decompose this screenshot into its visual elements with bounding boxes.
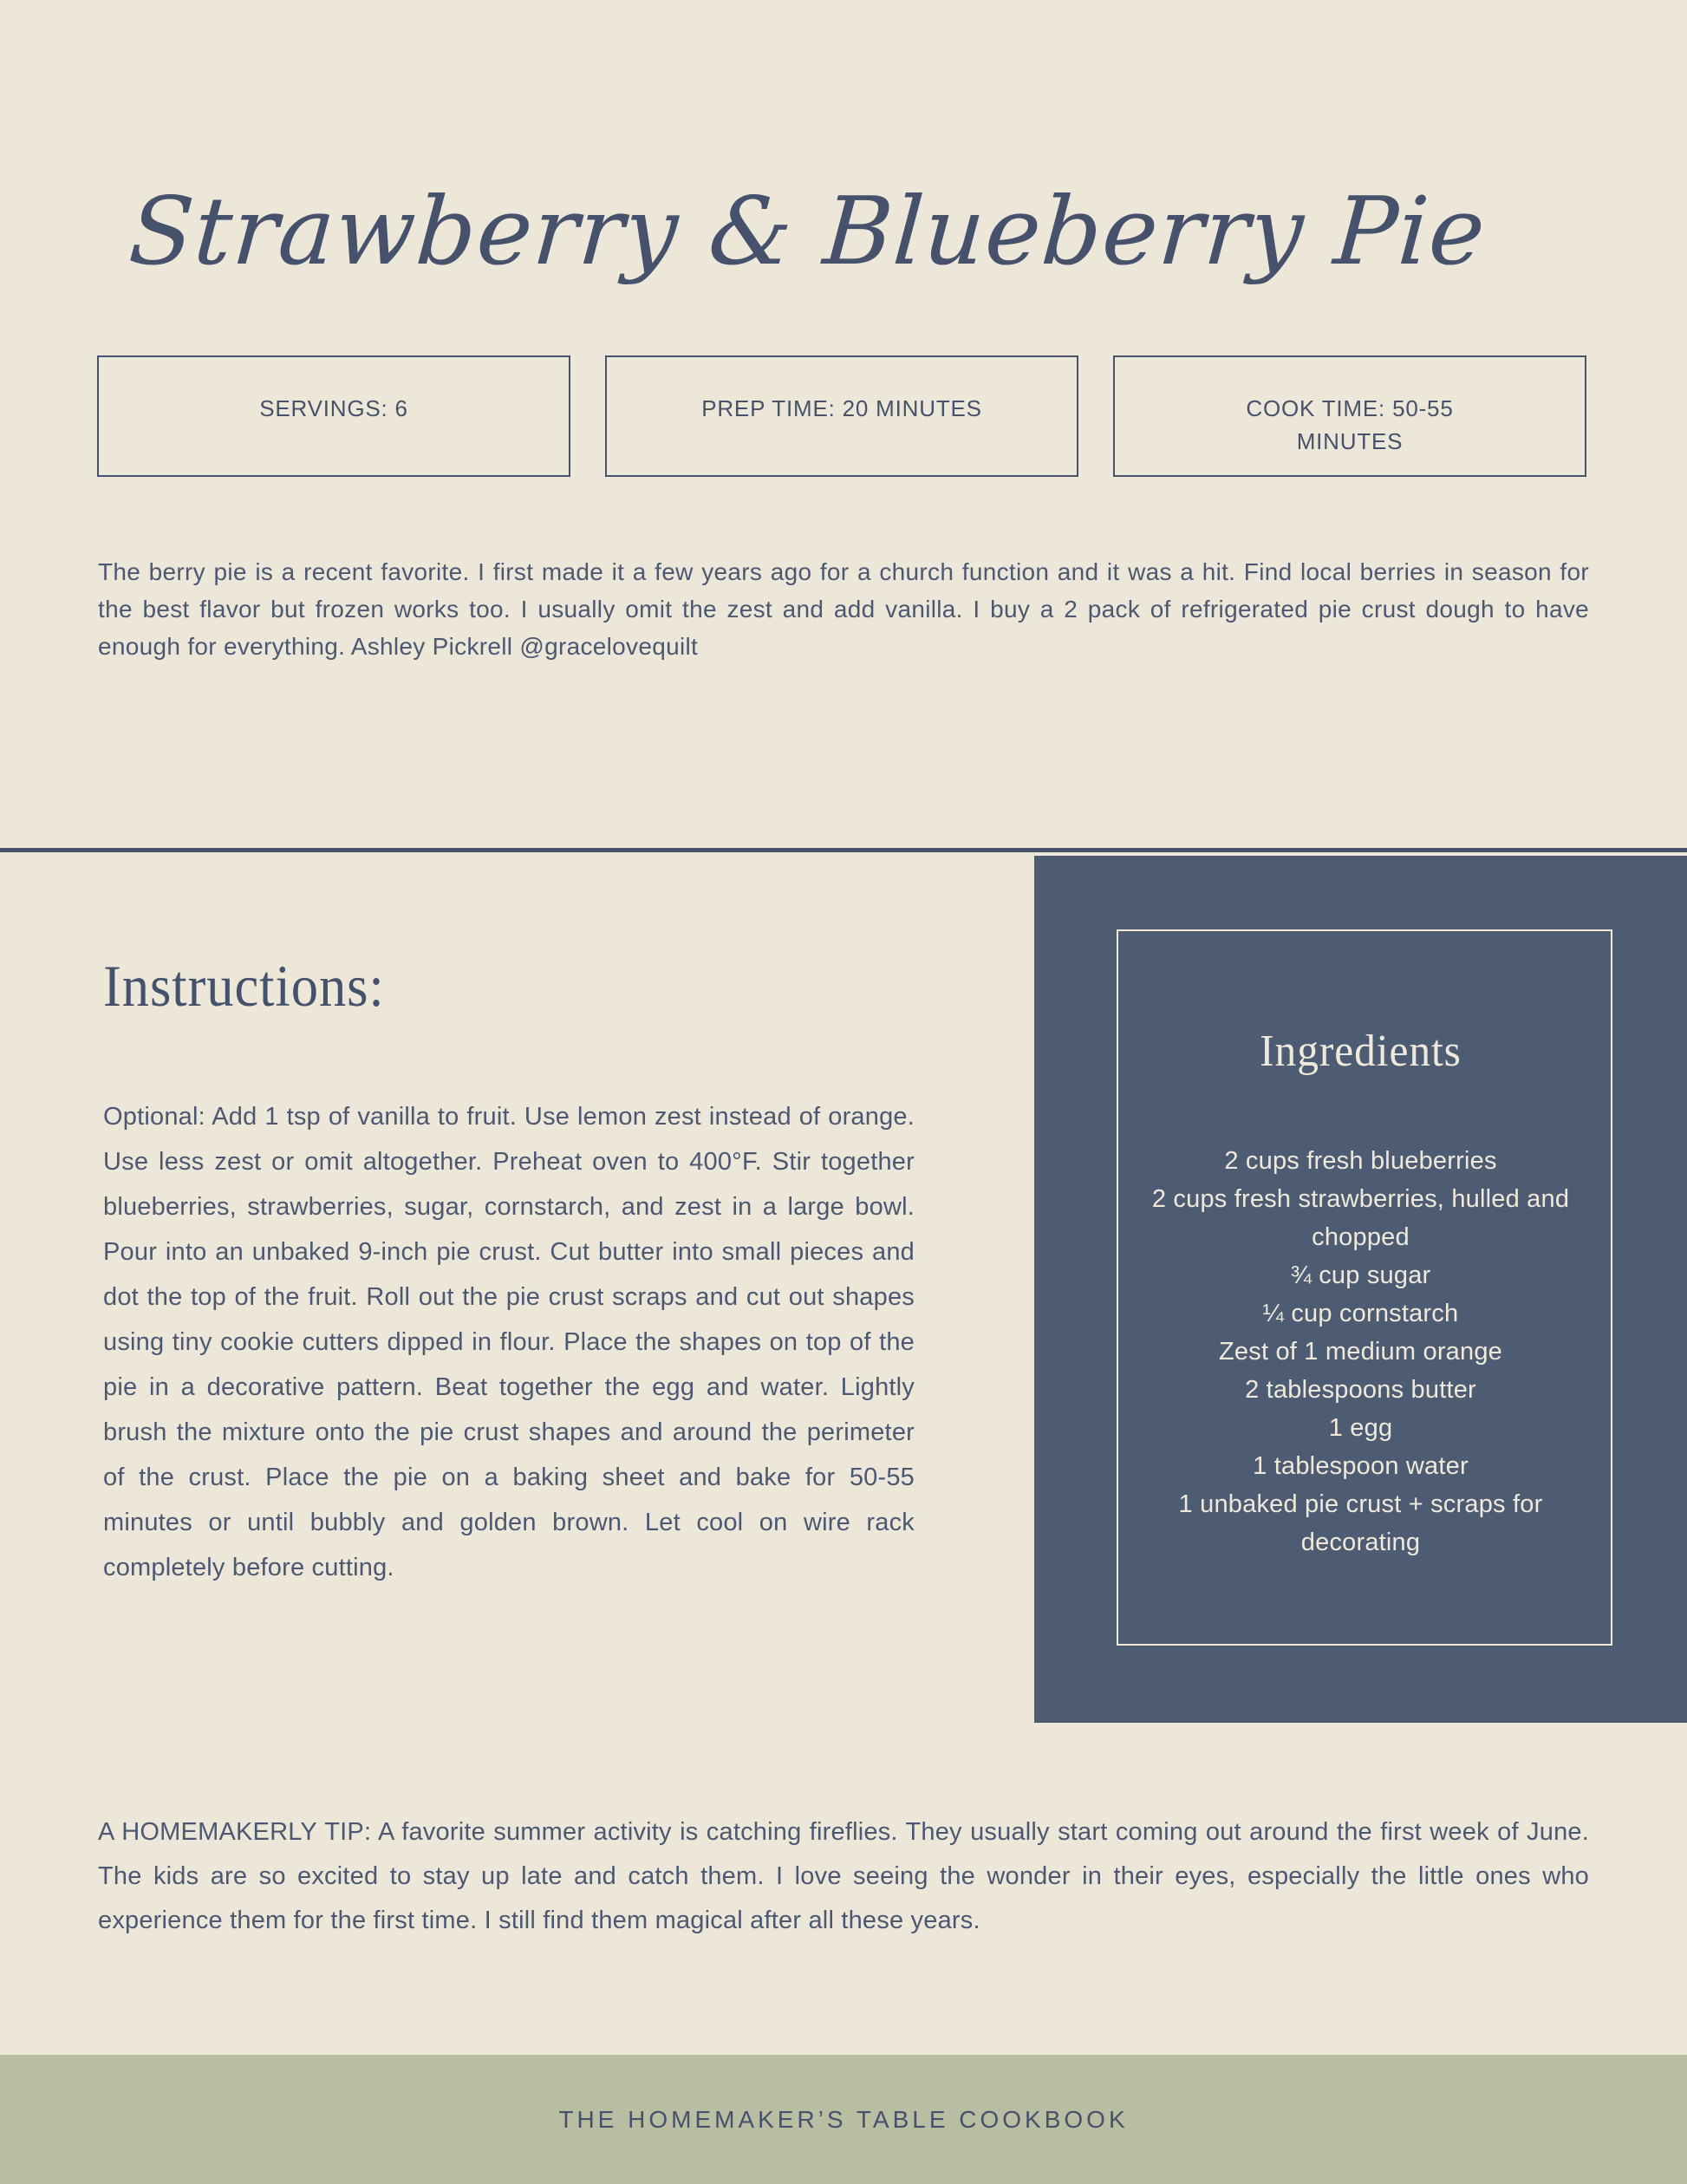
- ingredients-panel: [1034, 856, 1687, 1723]
- ingredient-item: 2 tablespoons butter: [1245, 1376, 1476, 1404]
- ingredients-heading: Ingredients: [1260, 1027, 1462, 1076]
- instructions-paragraph: Optional: Add 1 tsp of vanilla to fruit. Use lemon zest instead of orange. Use less zest or omit altogether. Preheat oven to 400°F. Stir together blueberries, strawberries, sugar, cornstarch, and zest in a large bowl. Pour into an unbaked 9-inch pie crust. Cut butter into small pieces and dot the top of the fruit. Roll out the pie crust scraps and cut out shapes using tiny cookie cutters dipped in flour. Place the shapes on top of the pie in a decorative pattern. Beat together the egg and water. Lightly brush the mixture onto the pie crust shapes and around the perimeter of the crust. Place the pie on a baking sheet and bake for 50-55 minutes or until bubbly and golden brown. Let cool on wire rack completely before cutting.: [103, 1103, 915, 1581]
- tip-paragraph: A HOMEMAKERLY TIP: A favorite summer activity is catching fireflies. They usually start coming out around the first week of June. The kids are so excited to stay up late and catch them. I love seeing the wonder in their eyes, especially the little ones who experience them for the first time. I still find them magical after all these years.: [98, 1818, 1589, 1934]
- ingredient-item: 1 egg: [1328, 1414, 1393, 1442]
- page-title: Strawberry & Blueberry Pie: [126, 178, 1489, 286]
- meta-box-prep-time: [605, 355, 1078, 477]
- meta-box-servings: [97, 355, 570, 477]
- ingredient-item: 2 cups fresh blueberries: [1224, 1147, 1497, 1175]
- footer-bar: [0, 2055, 1687, 2184]
- footer-title: THE HOMEMAKER’S TABLE COOKBOOK: [558, 2105, 1129, 2133]
- recipe-meta-row: [97, 355, 1586, 477]
- cook-time-label: COOK TIME: 50-55 MINUTES: [1246, 395, 1454, 454]
- intro-paragraph: The berry pie is a recent favorite. I first made it a few years ago for a church function and it was a hit. Find local berries in season for the best flavor but frozen works too. I usually omit the zest and add vanilla. I buy a 2 pack of refrigerated pie crust dough to have enough for everything. Ashley Pickrell @gracelovequilt: [98, 558, 1589, 660]
- ingredient-item: 1 unbaked pie crust + scraps for decorating: [1178, 1490, 1543, 1556]
- ingredient-item: 2 cups fresh strawberries, hulled and chopped: [1151, 1185, 1570, 1251]
- section-divider: [0, 848, 1687, 852]
- servings-label: SERVINGS: 6: [259, 395, 408, 421]
- meta-box-cook-time: [1113, 355, 1586, 477]
- ingredient-item: ¾ cup sugar: [1290, 1262, 1431, 1289]
- ingredient-item: Zest of 1 medium orange: [1219, 1338, 1502, 1366]
- ingredient-item: ¼ cup cornstarch: [1262, 1300, 1459, 1327]
- ingredients-list: [1034, 1142, 1687, 1561]
- ingredient-item: 1 tablespoon water: [1253, 1452, 1469, 1480]
- prep-time-label: PREP TIME: 20 MINUTES: [701, 395, 982, 421]
- instructions-heading: Instructions:: [103, 953, 385, 1019]
